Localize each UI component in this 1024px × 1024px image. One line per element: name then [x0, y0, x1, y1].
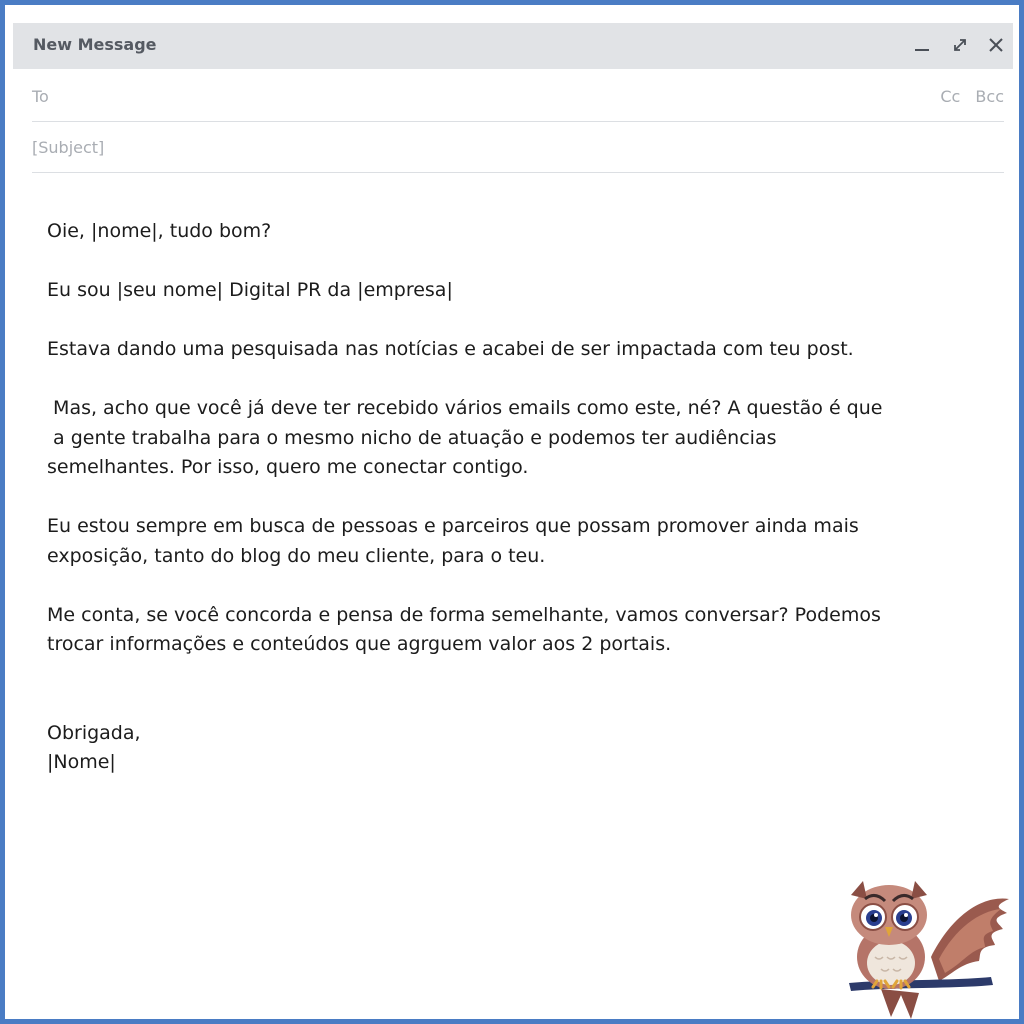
cc-bcc-group [930, 87, 1004, 106]
close-icon [987, 36, 1005, 54]
expand-icon [951, 36, 969, 54]
to-field[interactable] [32, 71, 1004, 122]
minimize-icon [913, 36, 931, 54]
bcc-button[interactable]: Bcc [975, 87, 1004, 106]
paragraph-4-line-1: Me conta, se você concorda e pensa de forma semelhante, vamos conversar? Podemos [47, 603, 881, 626]
minimize-button[interactable] [909, 32, 935, 58]
window-title: New Message [33, 35, 157, 54]
paragraph-2-line-3: semelhantes. Por isso, quero me conectar contigo. [47, 456, 529, 478]
paragraph-4-line-2: trocar informações e conteúdos que agrguem valor aos 2 portais. [47, 633, 672, 655]
subject-placeholder: [Subject] [32, 138, 105, 157]
greeting-line: Oie, |nome|, tudo bom? [47, 220, 272, 242]
paragraph-2-line-1: Mas, acho que você já deve ter recebido vários emails como este, né? A questão é que [47, 397, 883, 419]
signature-line: |Nome| [47, 751, 116, 773]
paragraph-3-line-1: Eu estou sempre em busca de pessoas e parceiros que possam promover ainda mais [47, 515, 859, 537]
subject-field[interactable] [32, 122, 1004, 173]
closing-line: Obrigada, [47, 721, 141, 744]
title-bar [13, 23, 1013, 69]
cc-button[interactable]: Cc [940, 87, 961, 106]
close-button[interactable] [983, 32, 1009, 58]
message-body[interactable] [47, 217, 947, 778]
intro-line: Eu sou |seu nome| Digital PR da |empresa| [47, 279, 453, 301]
paragraph-2-line-2: a gente trabalha para o mesmo nicho de atuação e podemos ter audiências [47, 426, 777, 449]
owl-mascot [841, 877, 1013, 1019]
paragraph-3-line-2: exposição, tanto do blog do meu cliente, para o teu. [47, 544, 546, 567]
expand-button[interactable] [947, 32, 973, 58]
to-placeholder: To [32, 87, 49, 106]
paragraph-1: Estava dando uma pesquisada nas notícias e acabei de ser impactada com teu post. [47, 338, 854, 360]
